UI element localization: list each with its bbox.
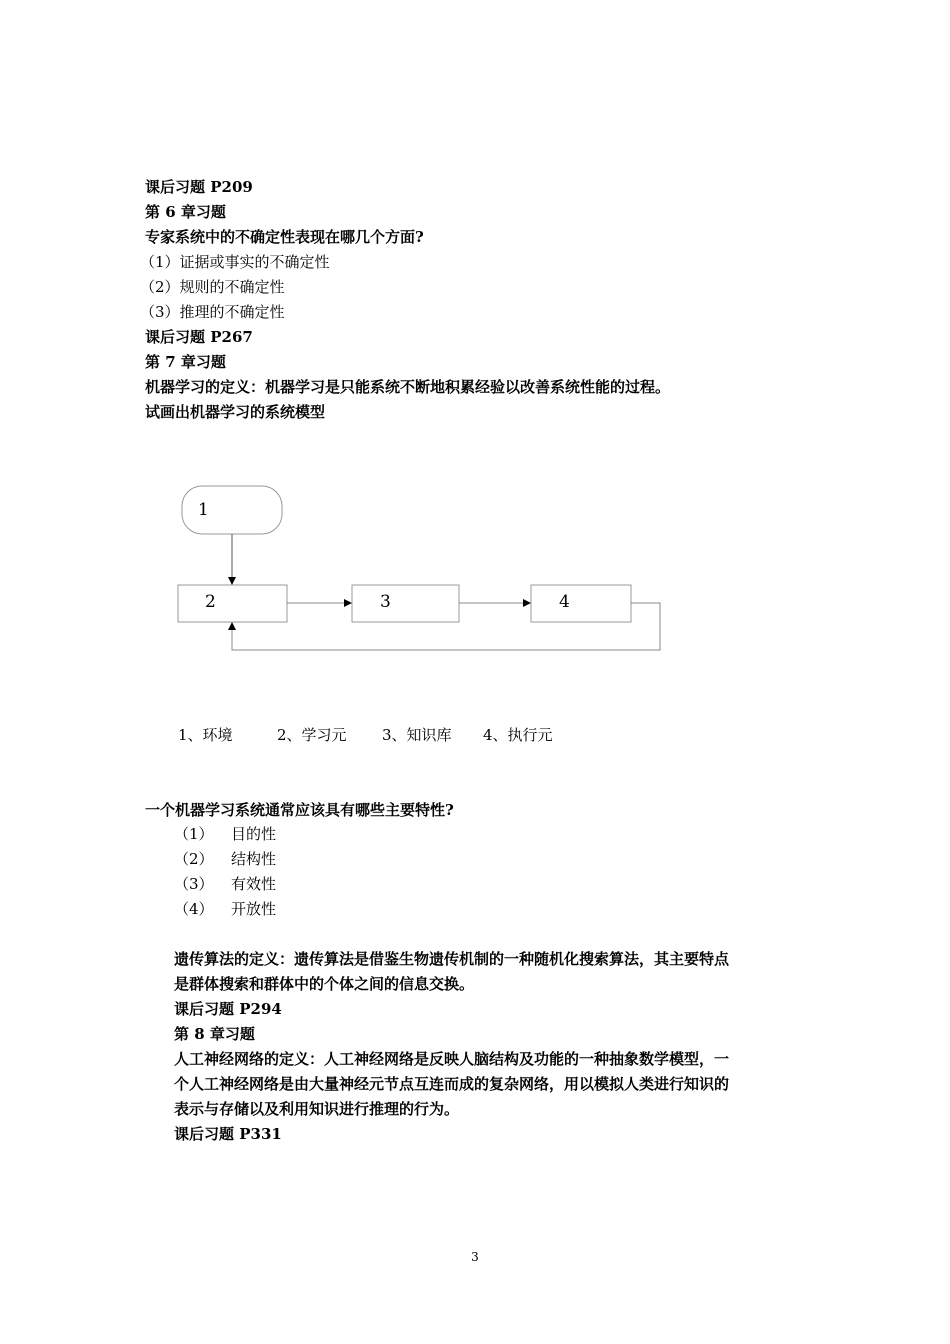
uncertainty-item-3: （3）推理的不确定性 (140, 303, 285, 321)
legend-knowledge-base: 3、知识库 (382, 726, 452, 744)
feature-item-1-number: （1） (174, 825, 214, 843)
exercise-ref-p209: 课后习题 P209 (145, 178, 253, 196)
ann-definition-line-2: 个人工神经网络是由大量神经元节点互连而成的复杂网络，用以模拟人类进行知识的 (174, 1075, 730, 1093)
exercise-ref-p331: 课后习题 P331 (174, 1125, 282, 1143)
ml-definition: 机器学习的定义：机器学习是只能系统不断地积累经验以改善系统性能的过程。 (145, 378, 671, 396)
chapter-6-heading: 第 6 章习题 (145, 203, 226, 221)
node-2-label: 2 (205, 592, 216, 612)
uncertainty-question: 专家系统中的不确定性表现在哪几个方面? (145, 228, 424, 246)
feature-item-4-text: 开放性 (231, 900, 277, 918)
feature-item-4-number: （4） (174, 900, 214, 918)
feature-item-2-number: （2） (174, 850, 214, 868)
legend-execution-element: 4、执行元 (483, 726, 553, 744)
feature-item-2-text: 结构性 (231, 850, 277, 868)
node-1-label: 1 (198, 500, 209, 520)
node-execution-element (531, 585, 631, 622)
ga-definition-line-1: 遗传算法的定义：遗传算法是借鉴生物遗传机制的一种随机化搜索算法，其主要特点 (174, 950, 730, 968)
ga-definition-line-2: 是群体搜索和群体中的个体之间的信息交换。 (174, 975, 475, 993)
ann-definition-line-1: 人工神经网络的定义：人工神经网络是反映人脑结构及功能的一种抽象数学模型，一 (174, 1050, 730, 1068)
feature-item-3-number: （3） (174, 875, 214, 893)
exercise-ref-p267: 课后习题 P267 (145, 328, 253, 346)
legend-learning-element: 2、学习元 (277, 726, 347, 744)
legend-environment: 1、环境 (178, 726, 233, 744)
feature-item-1-text: 目的性 (231, 825, 277, 843)
uncertainty-item-1: （1）证据或事实的不确定性 (140, 253, 330, 271)
exercise-ref-p294: 课后习题 P294 (174, 1000, 282, 1018)
ml-diagram-prompt: 试画出机器学习的系统模型 (145, 403, 326, 421)
chapter-8-heading: 第 8 章习题 (174, 1025, 255, 1043)
uncertainty-item-2: （2）规则的不确定性 (140, 278, 285, 296)
node-3-label: 3 (380, 592, 391, 612)
feature-item-3-text: 有效性 (231, 875, 277, 893)
node-learning-element (178, 585, 287, 622)
ml-features-question: 一个机器学习系统通常应该具有哪些主要特性? (145, 801, 454, 819)
node-environment (182, 486, 282, 534)
chapter-7-heading: 第 7 章习题 (145, 353, 226, 371)
ann-definition-line-3: 表示与存储以及利用知识进行推理的行为。 (174, 1100, 460, 1118)
node-knowledge-base (352, 585, 459, 622)
page-number: 3 (471, 1250, 479, 1264)
node-4-label: 4 (559, 592, 570, 612)
